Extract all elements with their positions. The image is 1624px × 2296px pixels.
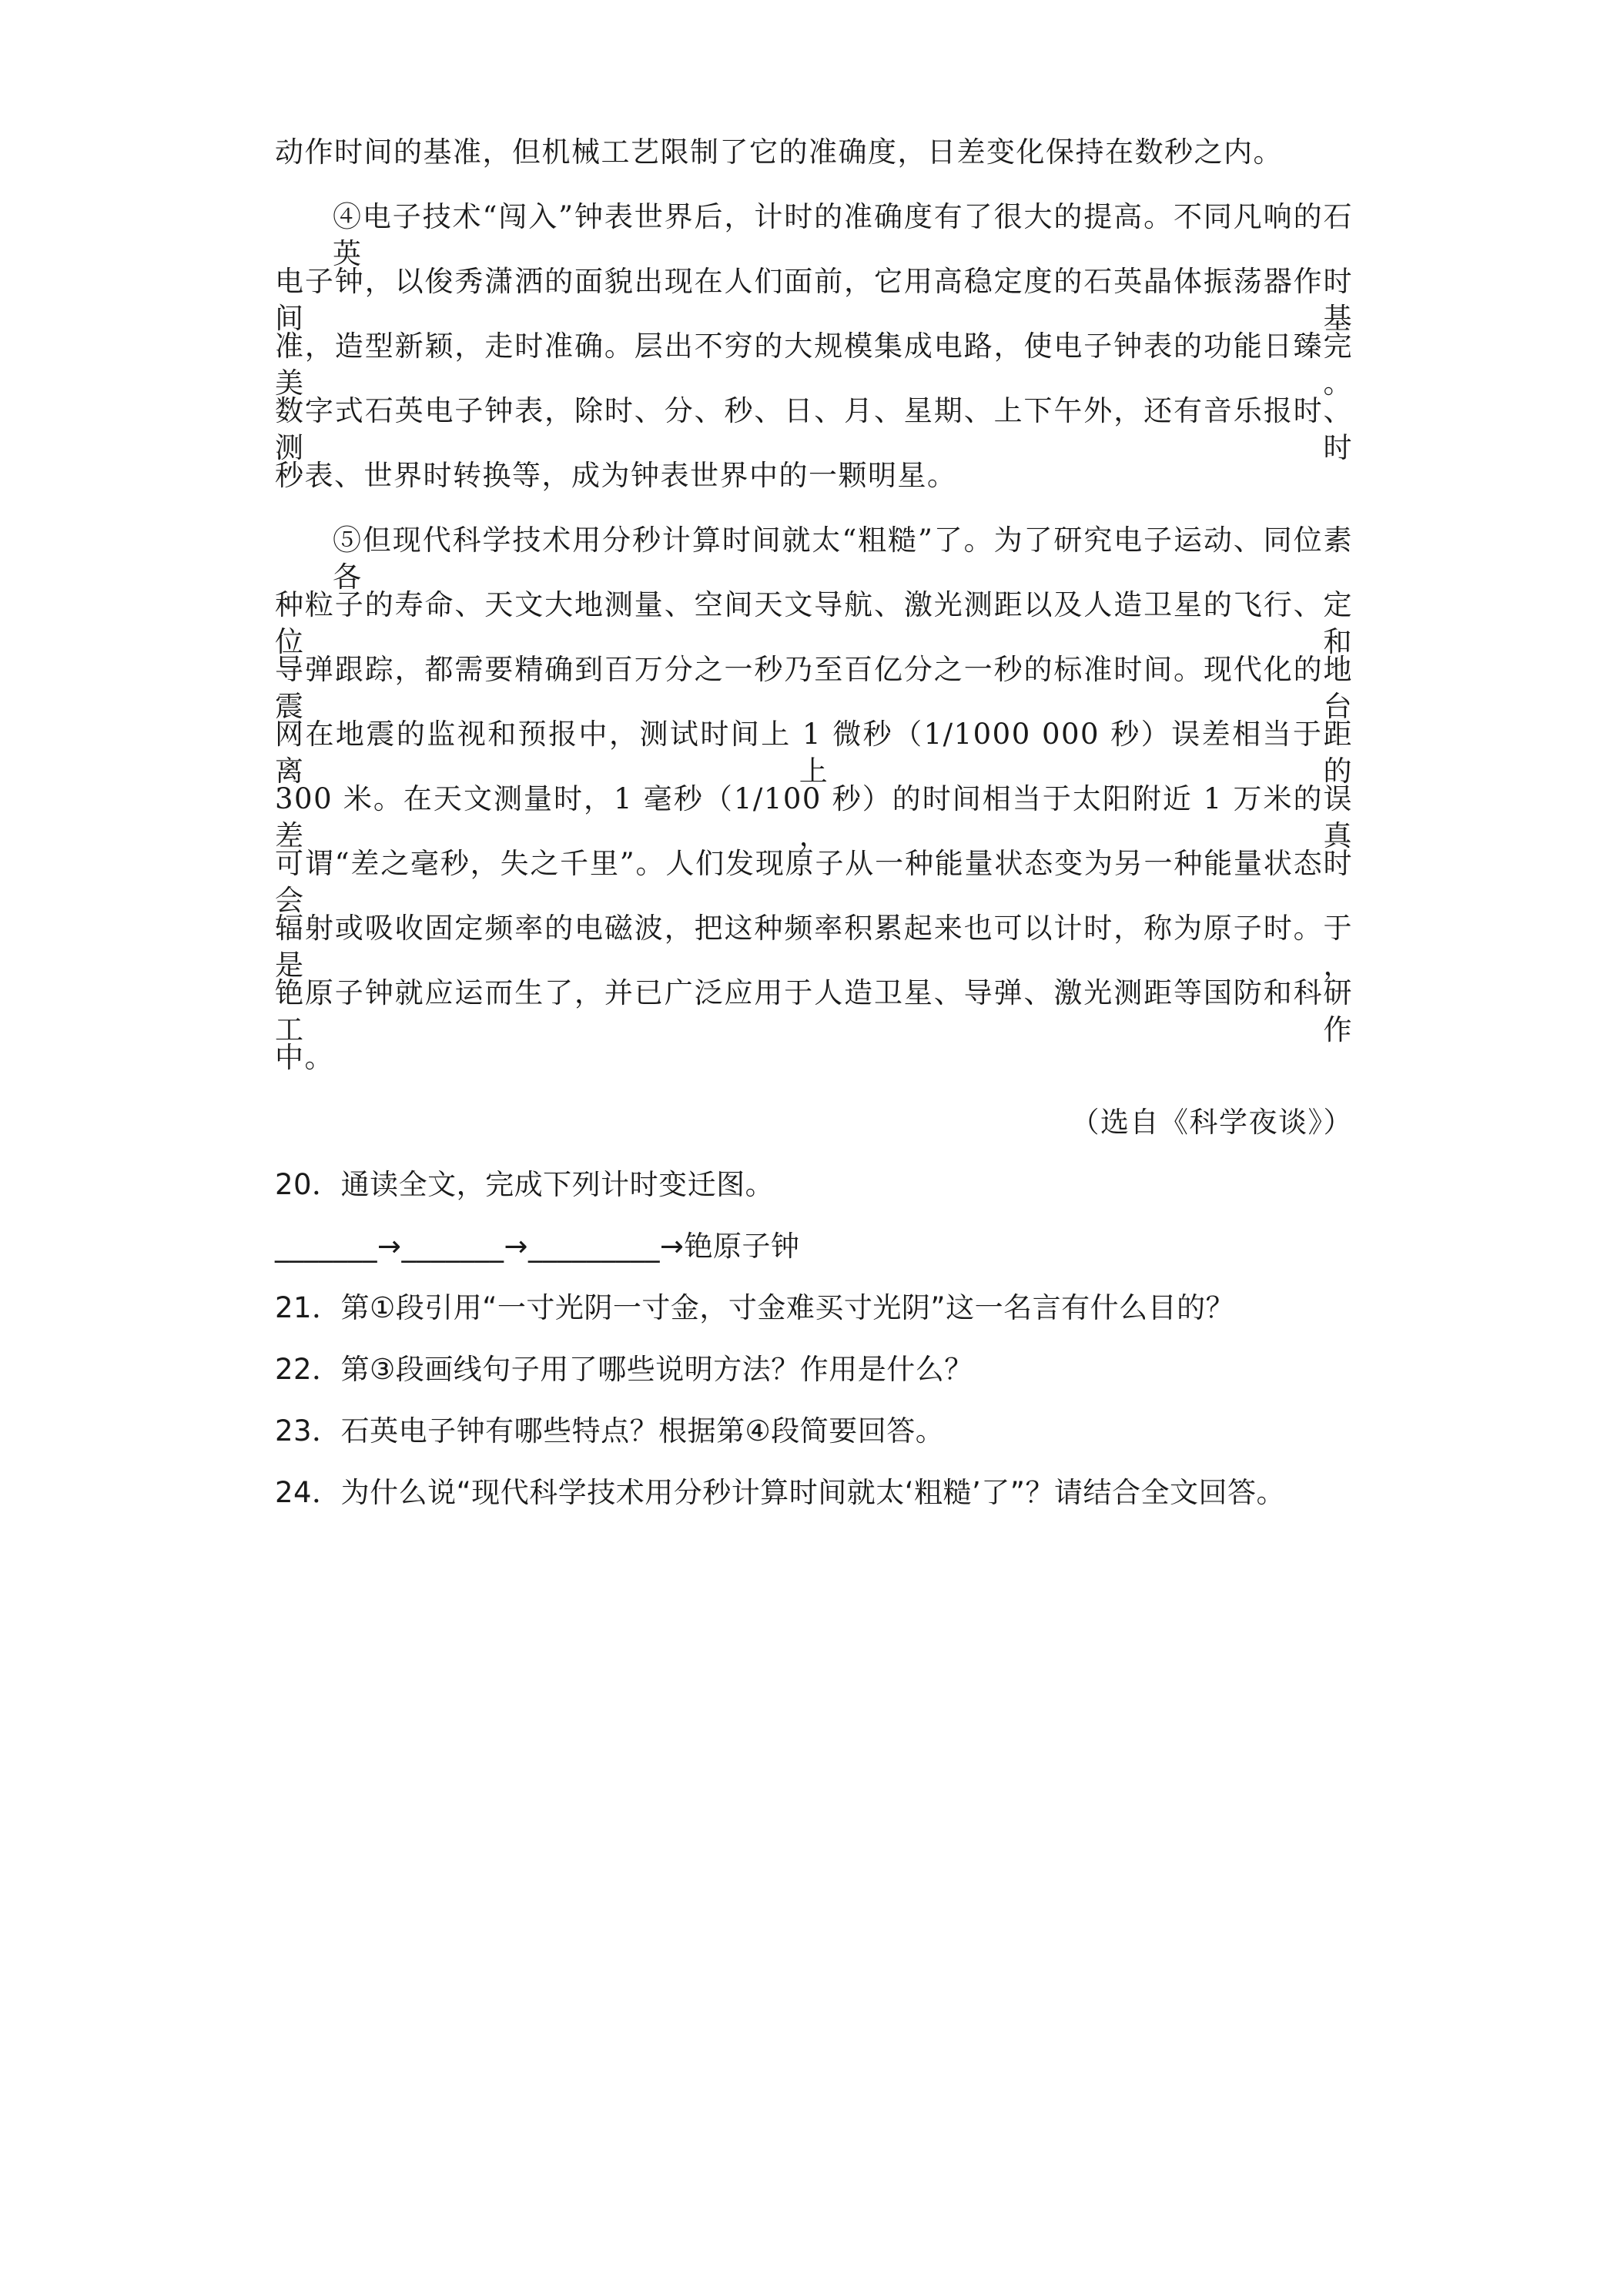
passage-line: 中。 <box>275 1041 334 1074</box>
passage-line: 秒表、世界时转换等，成为钟表世界中的一颗明星。 <box>275 459 957 492</box>
passage-line: 种粒子的寿命、天文大地测量、空间天文导航、激光测距以及人造卫星的飞行、定位和 <box>275 588 1353 658</box>
question-23: 23．石英电子钟有哪些特点？根据第④段简要回答。 <box>275 1414 945 1448</box>
passage-line: ⑤但现代科学技术用分秒计算时间就太“粗糙”了。为了研究电子运动、同位素各 <box>333 524 1353 594</box>
passage-line: 导弹跟踪，都需要精确到百万分之一秒乃至百亿分之一秒的标准时间。现代化的地震台 <box>275 653 1353 723</box>
passage-line: 准，造型新颖，走时准确。层出不穷的大规模集成电路，使电子钟表的功能日臻完美。 <box>275 330 1353 400</box>
passage-line: 辐射或吸收固定频率的电磁波，把这种频率积累起来也可以计时，称为原子时。于是， <box>275 912 1353 982</box>
passage-line: 300 米。在天文测量时，1 毫秒（1/100 秒）的时间相当于太阳附近 1 万米的误差，真 <box>275 782 1353 852</box>
source-citation: （选自《科学夜谈》） <box>1070 1106 1353 1139</box>
passage-line: 可谓“差之毫秒，失之千里”。人们发现原子从一种能量状态变为另一种能量状态时会 <box>275 847 1353 917</box>
question-20-blanks: _______→_______→_________→铯原子钟 <box>275 1230 800 1263</box>
question-20: 20．通读全文，完成下列计时变迁图。 <box>275 1168 775 1201</box>
passage-line: 动作时间的基准，但机械工艺限制了它的准确度，日差变化保持在数秒之内。 <box>275 136 1283 169</box>
question-22: 22．第③段画线句子用了哪些说明方法？作用是什么？ <box>275 1353 973 1386</box>
passage-line: 铯原子钟就应运而生了，并已广泛应用于人造卫星、导弹、激光测距等国防和科研工作 <box>275 976 1353 1046</box>
passage-line: 电子钟，以俊秀潇洒的面貌出现在人们面前，它用高稳定度的石英晶体振荡器作时间基 <box>275 265 1353 335</box>
passage-line: 网在地震的监视和预报中，测试时间上 1 微秒（1/1000 000 秒）误差相当于距离上的 <box>275 718 1353 788</box>
question-24: 24．为什么说“现代科学技术用分秒计算时间就太‘粗糙’了”？请结合全文回答。 <box>275 1476 1285 1509</box>
passage-line: 数字式石英电子钟表，除时、分、秒、日、月、星期、上下午外，还有音乐报时、测时 <box>275 394 1353 464</box>
question-21: 21．第①段引用“一寸光阴一寸金，寸金难买寸光阴”这一名言有什么目的？ <box>275 1291 1235 1324</box>
passage-line: ④电子技术“闯入”钟表世界后，计时的准确度有了很大的提高。不同凡响的石英 <box>333 200 1353 270</box>
